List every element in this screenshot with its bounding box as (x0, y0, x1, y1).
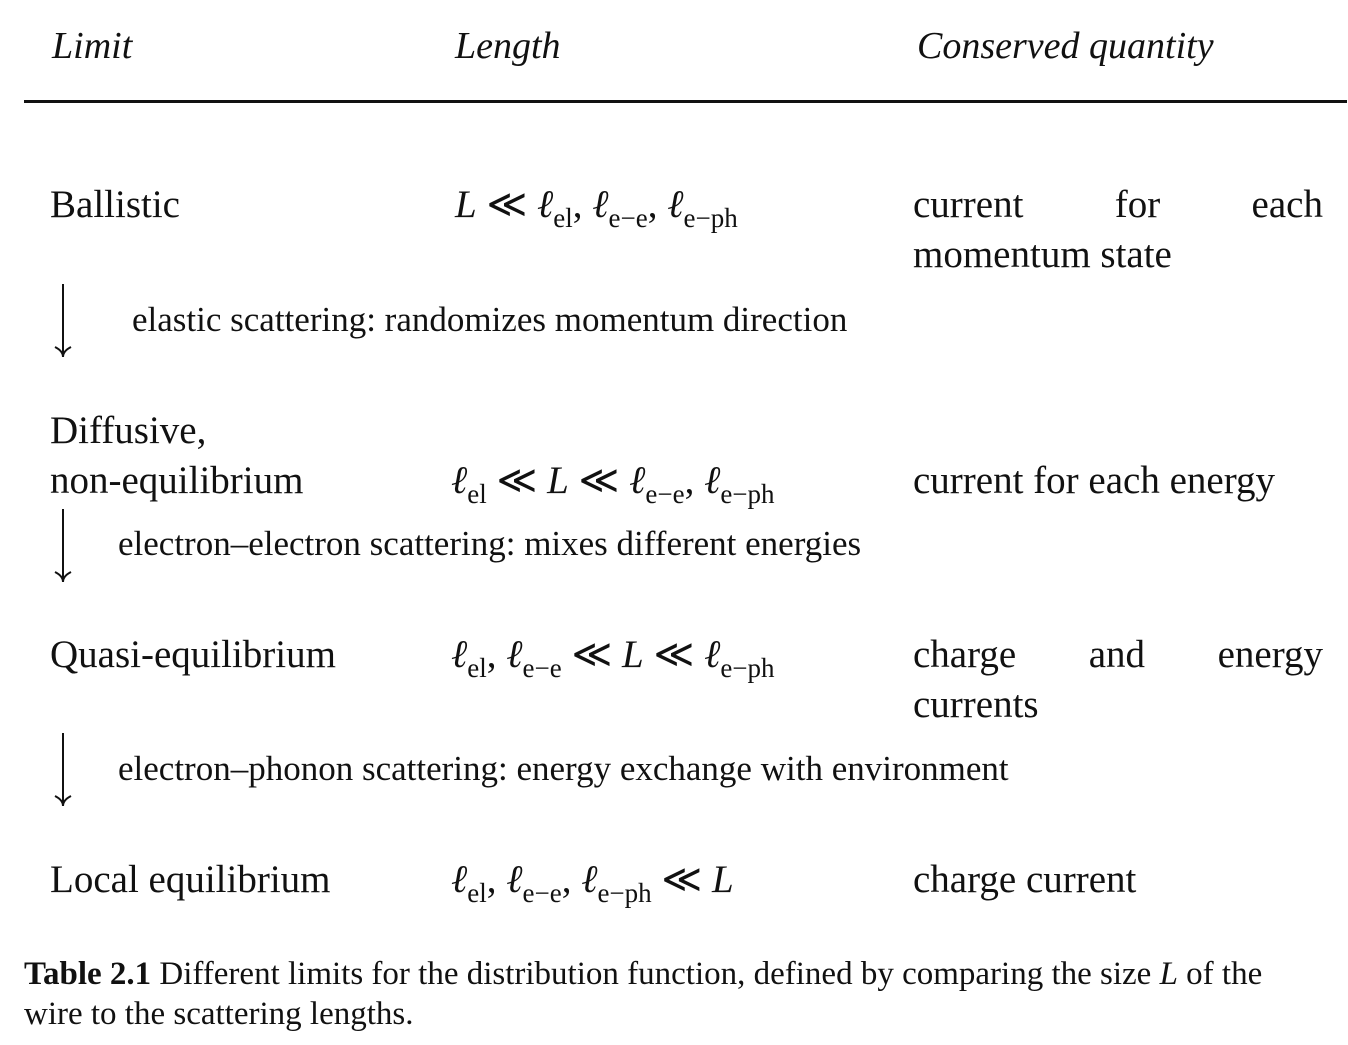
row-quasi-limit: Quasi-equilibrium (50, 633, 336, 676)
row-ballistic-conserved: current for each momentum state (913, 183, 1323, 276)
down-arrow-icon (49, 733, 77, 809)
row-diffusive-conserved: current for each energy (913, 459, 1275, 502)
table-caption: Table 2.1 Different limits for the distribution function, defined by comparing the size L of the wire to the scattering lengths. (24, 956, 1263, 1032)
row-local-limit: Local equilibrium (50, 858, 331, 901)
transition-elastic: elastic scattering: randomizes momentum direction (132, 300, 848, 339)
header-length: Length (455, 25, 561, 67)
row-local-length: ℓ$_{el}$, ℓ$_{e-e}$, ℓ$_{e-ph}$ ≪ L (451, 858, 734, 908)
down-arrow-icon (49, 284, 77, 360)
row-quasi-conserved: charge and energy currents (913, 633, 1323, 726)
down-arrow-icon (49, 509, 77, 585)
header-conserved: Conserved quantity (917, 25, 1214, 67)
transition-electron-phonon: electron–phonon scattering: energy exchange with environment (118, 749, 1009, 788)
row-local-conserved: charge current (913, 858, 1137, 901)
row-ballistic-limit: Ballistic (50, 183, 180, 226)
row-diffusive-length: ℓ$_{el}$ ≪ L ≪ ℓ$_{e-e}$, ℓ$_{e-ph}$ (451, 459, 775, 509)
header-rule (24, 100, 1347, 103)
row-diffusive-limit: Diffusive, non-equilibrium (50, 409, 304, 502)
header-limit: Limit (52, 25, 133, 67)
row-ballistic-length: L ≪ ℓ$_{el}$, ℓ$_{e-e}$, ℓ$_{e-ph}$ (455, 183, 738, 233)
caption-label: Table 2.1 (24, 956, 152, 992)
row-quasi-length: ℓ$_{el}$, ℓ$_{e-e}$ ≪ L ≪ ℓ$_{e-ph}$ (451, 633, 775, 683)
transition-electron-electron: electron–electron scattering: mixes different energies (118, 524, 862, 563)
